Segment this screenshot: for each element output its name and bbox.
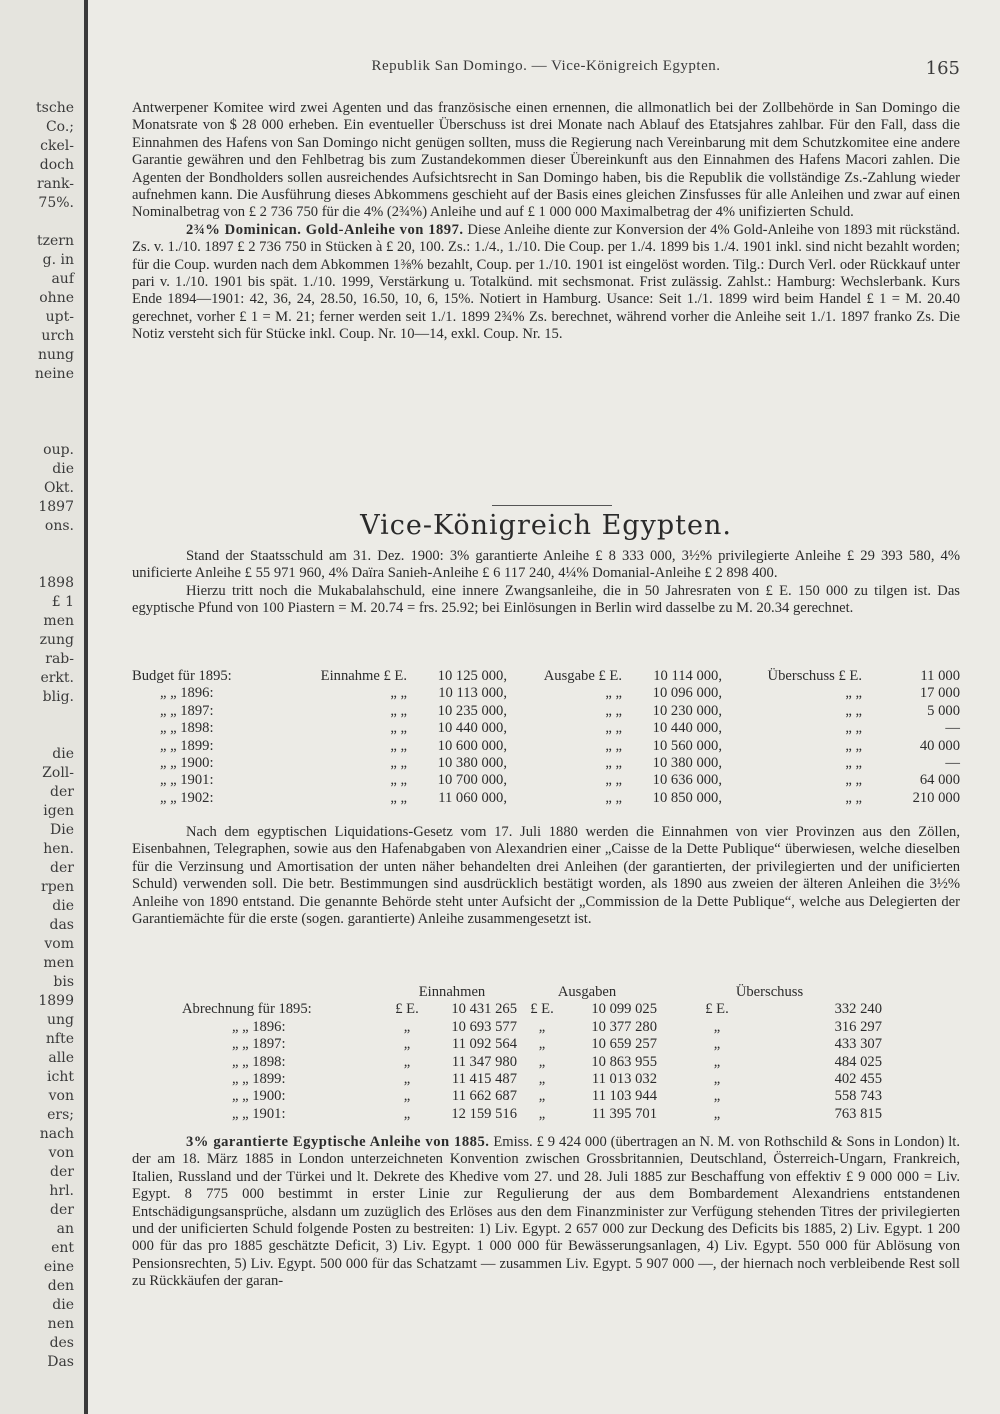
liquidation-paragraph: Nach dem egyptischen Liquidations-Gesetz vom 17. Juli 1880 werden die Einnahmen von vier Provinzen aus den Zöllen, Eisenbahnen, Telegraphen, sowie aus den Hafenabgaben von Alexandrien einer „Caisse de la Dette Publique“ überwiesen, welche dieselben für die Verzinsung und Amortisation der unten näher behandelten drei Anleihen (der garantierten, der privilegierten und der unificierten Schuld) verwenden soll. Die betr. Bestimmungen sind ausdrücklich bestätigt worden, als 1890 aus zweien der älteren Anleihen die 3½% Anleihe von 1890 entstand. Die genannte Behörde steht unter Aufsicht der „Commission de la Dette Publique“, welche aus Delegierten der Garantiemächte für die erste (sogen. garantierte) Anleihe zusammengesetzt ist. xyxy=(132,824,960,928)
budget-cell-einnahme-label: „ „ xyxy=(390,737,407,754)
budget-cell-einnahme-label: Einnahme £ E. xyxy=(320,668,407,684)
previous-page-fragment: der xyxy=(50,860,74,876)
budget-cell-ueber-label: Überschuss £ E. xyxy=(767,668,862,684)
previous-page-fragment: der xyxy=(50,1202,74,1218)
previous-page-fragment: die xyxy=(52,898,74,914)
liquidation-block xyxy=(132,824,960,928)
settlement-cell-label: „ „ 1896: xyxy=(232,1018,286,1035)
budget-cell-einnahme: 10 380 000, xyxy=(437,755,507,772)
previous-page-fragment: Die xyxy=(50,822,74,838)
previous-page-fragment: men xyxy=(43,613,74,629)
previous-page-fragment: bis xyxy=(53,974,74,990)
previous-page-fragment: ers; xyxy=(47,1107,74,1123)
budget-cell-ueber: 40 000 xyxy=(919,737,960,754)
budget-cell-ueber: 5 000 xyxy=(927,702,960,719)
budget-cell-einnahme-label: „ „ xyxy=(390,789,407,806)
page-number: 165 xyxy=(925,58,960,79)
budget-cell-einnahme: 10 235 000, xyxy=(437,702,507,719)
budget-cell-ausgabe-label: Ausgabe £ E. xyxy=(543,668,622,684)
previous-page-fragment: eine xyxy=(43,1259,74,1275)
budget-cell-ausgabe-label: „ „ xyxy=(605,755,622,772)
settlement-cell-e: 10 431 265 xyxy=(451,1001,517,1018)
settlement-cell-e-cur: „ xyxy=(403,1088,411,1105)
settlement-row xyxy=(182,1036,882,1053)
budget-row xyxy=(132,720,960,737)
budget-cell-einnahme: 10 600 000, xyxy=(437,737,507,754)
previous-page-fragment: hen. xyxy=(43,841,74,857)
dominican-loan-heading: 2¾% Dominican. Gold-Anleihe von 1897. xyxy=(186,221,464,238)
settlement-cell-u: 402 455 xyxy=(834,1071,882,1088)
settlement-cell-a-cur: „ xyxy=(538,1071,546,1088)
dominican-loan-paragraph xyxy=(132,222,960,344)
settlement-cell-e: 11 662 687 xyxy=(451,1088,517,1105)
settlement-table xyxy=(182,984,882,1123)
settlement-cell-label: „ „ 1899: xyxy=(232,1071,286,1088)
previous-page-fragment: tsche xyxy=(36,100,74,116)
previous-page-fragment: upt- xyxy=(45,309,74,325)
settlement-cell-label: Abrechnung für 1895: xyxy=(182,1001,312,1018)
previous-page-fragment: nfte xyxy=(45,1031,74,1047)
budget-cell-einnahme-label: „ „ xyxy=(390,755,407,772)
dominican-loan-body: Diese Anleihe diente zur Konversion der 4% Gold-Anleihe von 1893 mit rückständ. Zs. v. 1./10. 1897 £ 2 736 750 in Stücken à £ 20, 100. Zs.: 1./4., 1./10. Die Coup. per 1./4. 1899 bis 1./4. 1901 inkl. sind nicht bezahlt worden; für die Coup. wurden nach dem Abkommen 1⅜% bezahlt, Coup. per 1./10. 1901 ist eingelöst worden. Tilg.: Durch Verl. oder Rückkauf unter pari v. 1./10. 1901 bis spät. 1./10. 1999, Verstärkung u. Totalkünd. mit sechsmonat. Frist zulässig. Zahlst.: Hamburg: Wechslerbank. Kurs Ende 1894—1901: 42, 36, 24, 28.50, 16.50, 10, 6, 15%. Notiert in Hamburg. Usance: Seit 1./1. 1899 wird beim Handel £ 1 = M. 20.40 gerechnet, vorher £ 1 = M. 21; ferner werden seit 1./1. 1899 2¾% Zs. berechnet, während vorher die Anleihe seit 1./1. 1897 franko Zs. Die Notiz versteht sich für Stücke inkl. Coup. Nr. 10—14, exkl. Coup. Nr. 15. xyxy=(132,221,961,343)
budget-cell-ausgabe: 10 230 000, xyxy=(652,702,722,719)
previous-page-fragment: der xyxy=(50,1164,74,1180)
previous-page-fragment: alle xyxy=(48,1050,74,1066)
budget-cell-ueber-label: „ „ xyxy=(845,789,862,806)
settlement-cell-a-cur: „ xyxy=(538,1036,546,1053)
settlement-cell-a: 11 395 701 xyxy=(591,1105,657,1122)
settlement-cell-label: „ „ 1898: xyxy=(232,1053,286,1070)
settlement-cell-u-cur: „ xyxy=(713,1088,721,1105)
settlement-cell-u: 332 240 xyxy=(834,1001,882,1018)
settlement-cell-a: 10 659 257 xyxy=(591,1036,657,1053)
previous-page-fragment: tzern xyxy=(37,233,74,249)
previous-page-fragment: men xyxy=(43,955,74,971)
settlement-cell-u: 316 297 xyxy=(834,1018,882,1035)
budget-cell-ueber-label: „ „ xyxy=(845,720,862,737)
settlement-cell-a-cur: „ xyxy=(538,1088,546,1105)
budget-cell-ausgabe: 10 380 000, xyxy=(652,755,722,772)
section-title: Vice-Königreich Egypten. xyxy=(360,510,732,541)
settlement-cell-u-cur: „ xyxy=(713,1053,721,1070)
settlement-cell-e: 11 347 980 xyxy=(451,1053,517,1070)
settlement-cell-e: 10 693 577 xyxy=(451,1018,517,1035)
settlement-cell-e: 12 159 516 xyxy=(451,1105,517,1122)
settlement-row xyxy=(182,1001,882,1018)
previous-page-fragment: £ 1 xyxy=(51,594,74,610)
budget-row xyxy=(132,772,960,789)
budget-cell-label: „ „ 1897: xyxy=(160,702,214,719)
budget-cell-einnahme-label: „ „ xyxy=(390,720,407,737)
budget-row xyxy=(132,668,960,685)
settlement-cell-a: 11 103 944 xyxy=(591,1088,657,1105)
previous-page-fragment: 1898 xyxy=(38,575,74,591)
budget-row xyxy=(132,755,960,772)
budget-row xyxy=(132,738,960,755)
settlement-cell-a-cur: „ xyxy=(538,1105,546,1122)
previous-page-fragment: das xyxy=(49,917,74,933)
previous-page-fragment: die xyxy=(52,746,74,762)
loan-1885-paragraph xyxy=(132,1134,960,1291)
intro-block xyxy=(132,100,960,344)
budget-cell-einnahme-label: „ „ xyxy=(390,702,407,719)
budget-row xyxy=(132,790,960,807)
budget-cell-label: „ „ 1896: xyxy=(160,685,214,702)
budget-cell-ausgabe-label: „ „ xyxy=(605,737,622,754)
budget-row xyxy=(132,703,960,720)
settlement-cell-e-cur: „ xyxy=(403,1071,411,1088)
previous-page-fragment: ons. xyxy=(44,518,74,534)
settlement-row xyxy=(182,1019,882,1036)
budget-cell-ausgabe-label: „ „ xyxy=(605,772,622,789)
settlement-cell-e-cur: „ xyxy=(403,1053,411,1070)
previous-page-fragment: 1899 xyxy=(38,993,74,1009)
settlement-cell-e: 11 092 564 xyxy=(451,1036,517,1053)
previous-page-fragment: rab- xyxy=(45,651,74,667)
budget-table xyxy=(132,668,960,807)
previous-page-fragment: auf xyxy=(51,271,74,287)
settlement-cell-e-cur: „ xyxy=(403,1036,411,1053)
settlement-cell-e-cur: £ E. xyxy=(395,1001,419,1018)
budget-cell-ausgabe-label: „ „ xyxy=(605,720,622,737)
settlement-cell-e-cur: „ xyxy=(403,1105,411,1122)
previous-page-fragment: an xyxy=(56,1221,74,1237)
loan-1885-body: Emiss. £ 9 424 000 (übertragen an N. M. von Rothschild & Sons in London) lt. der am 18. März 1885 in London unterzeichneten Konvention zwischen Grossbritannien, Deutschland, Österreich-Ungarn, Frankreich, Italien, Russland und der Türkei und lt. Dekrete des Khedive vom 27. und 28. Juli 1885 zur Beschaffung von effektiv £ 9 000 000 = Liv. Egypt. 8 775 000 bestimmt in erster Linie zur Regulierung der aus dem Bombardement Alexandriens entstandenen Entschädigungsansprüche, alsdann um zuzüglich des Erlöses aus den dem Finanzminister zur Verfügung stehenden Titres der privilegierten und der unificierten Schuld folgende Posten zu bestreiten: 1) Liv. Egypt. 2 657 000 zur Deckung des Deficits bis 1885, 2) Liv. Egypt. 1 200 000 für das pro 1885 geschätzte Deficit, 3) Liv. Egypt. 1 000 000 für Bewässerungsanlagen, 4) Liv. Egypt. 550 000 für Ablösung von Pensionsrechten, 5) Liv. Egypt. 500 000 für das Schatzamt — zusammen Liv. Egypt. 5 907 000 —, der hiernach noch verbleibende Rest soll zu Rückkäufen der garan- xyxy=(132,1134,960,1290)
budget-cell-einnahme: 10 125 000, xyxy=(437,668,507,684)
previous-page-fragment: 1897 xyxy=(38,499,74,515)
previous-page-column xyxy=(0,0,88,1414)
settlement-cell-a: 10 099 025 xyxy=(591,1001,657,1018)
budget-cell-label: „ „ 1900: xyxy=(160,755,214,772)
settlement-cell-e: 11 415 487 xyxy=(451,1071,517,1088)
previous-page-fragment: nach xyxy=(39,1126,74,1142)
budget-cell-ausgabe: 10 440 000, xyxy=(652,720,722,737)
loan-1885-block xyxy=(132,1134,960,1291)
settlement-cell-u: 558 743 xyxy=(834,1088,882,1105)
settlement-cell-a: 10 863 955 xyxy=(591,1053,657,1070)
previous-page-fragment: vom xyxy=(44,936,74,952)
budget-cell-label: „ „ 1899: xyxy=(160,737,214,754)
previous-page-fragment: Das xyxy=(47,1354,74,1370)
previous-page-fragment: die xyxy=(52,1297,74,1313)
previous-page-fragment: von xyxy=(48,1088,74,1104)
settlement-cell-a: 10 377 280 xyxy=(591,1018,657,1035)
previous-page-fragment: ent xyxy=(51,1240,74,1256)
header-einnahmen: Einnahmen xyxy=(418,984,486,1000)
debt-status-paragraph: Stand der Staatsschuld am 31. Dez. 1900: 3% garantierte Anleihe £ 8 333 000, 3½% privilegierte Anleihe £ 29 393 580, 4% unificierte Anleihe £ 55 971 960, 4% Daïra Sanieh-Anleihe £ 6 117 240, 4¼% Domanial-Anleihe £ 2 898 400. xyxy=(132,548,960,582)
previous-page-fragment: von xyxy=(48,1145,74,1161)
budget-cell-einnahme: 11 060 000, xyxy=(438,789,507,806)
settlement-cell-u-cur: „ xyxy=(713,1036,721,1053)
budget-cell-label: „ „ 1901: xyxy=(160,772,214,789)
budget-cell-ausgabe-label: „ „ xyxy=(605,702,622,719)
debt-status-block xyxy=(132,548,960,618)
budget-cell-label: „ „ 1898: xyxy=(160,720,214,737)
intro-paragraph: Antwerpener Komitee wird zwei Agenten und das französische einen ernennen, die allmonatlich bei der Zollbehörde in San Domingo die Monatsrate von $ 28 000 erheben. Ein eventueller Überschuss ist drei Monate nach Ablauf des Etatsjahres zahlbar. Für den Fall, dass die Einnahmen des Hafens von San Domingo nicht genügen sollten, muss die Regierung nach Vereinbarung mit dem Schutzkomitee eine andere Garantie gewähren und den Fehlbetrag bis zum Zustandekommen dieser Übereinkunft aus den Einnahmen des Hafens Macori zahlen. Die Agenten der Bondholders sollen ausreichendes Aufsichtsrecht in San Domingo haben, bis die Republik die vollständige Zs.-Zahlung wieder aufnehmen kann. Die Ausführung dieses Abkommens geschieht auf der Basis eines gleichen Zinsfusses für alle Anleihen und zwar auf einen Nominalbetrag von £ 2 736 750 für die 4% (2¾%) Anleihe und auf £ 1 000 000 Maximalbetrag der 4% unifizierten Schuld. xyxy=(132,100,960,221)
previous-page-fragment: des xyxy=(49,1335,74,1351)
budget-cell-einnahme: 10 440 000, xyxy=(437,720,507,737)
budget-cell-ausgabe: 10 096 000, xyxy=(652,685,722,702)
budget-cell-ueber-label: „ „ xyxy=(845,685,862,702)
previous-page-fragment: hrl. xyxy=(49,1183,74,1199)
budget-cell-ueber-label: „ „ xyxy=(845,772,862,789)
previous-page-fragment: doch xyxy=(39,157,74,173)
budget-cell-ueber: — xyxy=(945,720,960,737)
budget-cell-label: „ „ 1902: xyxy=(160,789,214,806)
mukabalah-paragraph: Hierzu tritt noch die Mukabalahschuld, eine innere Zwangsanleihe, die in 50 Jahresraten von £ E. 150 000 zu tilgen ist. Das egyptische Pfund von 100 Piastern = M. 20.74 = frs. 25.92; bei Einlösungen in Berlin wird dasselbe zu M. 20.34 gerechnet. xyxy=(132,582,960,617)
budget-cell-ueber: 210 000 xyxy=(912,789,960,806)
settlement-cell-u: 433 307 xyxy=(834,1036,882,1053)
settlement-cell-u-cur: „ xyxy=(713,1071,721,1088)
running-header xyxy=(132,58,960,82)
previous-page-fragment: oup. xyxy=(43,442,74,458)
previous-page-fragment: 75%. xyxy=(38,195,74,211)
previous-page-fragment: den xyxy=(47,1278,74,1294)
budget-cell-ausgabe: 10 636 000, xyxy=(652,772,722,789)
settlement-cell-e-cur: „ xyxy=(403,1018,411,1035)
previous-page-fragment: nen xyxy=(47,1316,74,1332)
previous-page-fragment: igen xyxy=(43,803,74,819)
previous-page-fragment: rpen xyxy=(41,879,74,895)
settlement-cell-u: 484 025 xyxy=(834,1053,882,1070)
settlement-cell-a-cur: „ xyxy=(538,1053,546,1070)
loan-1885-heading: 3% garantierte Egyptische Anleihe von 1885. xyxy=(186,1134,490,1150)
previous-page-fragment: die xyxy=(52,461,74,477)
settlement-row xyxy=(182,1088,882,1105)
previous-page-fragment: blig. xyxy=(42,689,74,705)
budget-cell-einnahme-label: „ „ xyxy=(390,685,407,702)
budget-cell-ueber-label: „ „ xyxy=(845,737,862,754)
budget-cell-ausgabe-label: „ „ xyxy=(605,685,622,702)
header-ausgaben: Ausgaben xyxy=(557,984,617,1000)
previous-page-fragment: icht xyxy=(47,1069,74,1085)
previous-page-fragment: neine xyxy=(34,366,74,382)
budget-cell-ausgabe: 10 560 000, xyxy=(652,737,722,754)
settlement-cell-label: „ „ 1897: xyxy=(232,1036,286,1053)
settlement-cell-a: 11 013 032 xyxy=(591,1071,657,1088)
settlement-cell-u-cur: „ xyxy=(713,1018,721,1035)
header-ueberschuss: Überschuss xyxy=(735,984,804,1000)
previous-page-fragment: Okt. xyxy=(43,480,74,496)
budget-cell-einnahme: 10 113 000, xyxy=(438,685,507,702)
previous-page-fragment: erkt. xyxy=(40,670,74,686)
budget-cell-ausgabe: 10 850 000, xyxy=(652,789,722,806)
previous-page-fragment: g. in xyxy=(42,252,74,268)
document-page xyxy=(132,0,960,1414)
settlement-row xyxy=(182,1106,882,1123)
settlement-cell-label: „ „ 1900: xyxy=(232,1088,286,1105)
budget-cell-label: Budget für 1895: xyxy=(132,668,232,684)
settlement-cell-u-cur: £ E. xyxy=(705,1001,729,1018)
previous-page-fragment: ohne xyxy=(39,290,74,306)
running-title: Republik San Domingo. — Vice-Königreich Egypten. xyxy=(371,58,721,74)
previous-page-fragment: der xyxy=(50,784,74,800)
budget-cell-ueber: 17 000 xyxy=(919,685,960,702)
budget-cell-ueber-label: „ „ xyxy=(845,702,862,719)
settlement-row xyxy=(182,1054,882,1071)
budget-cell-einnahme: 10 700 000, xyxy=(437,772,507,789)
budget-cell-ueber-label: „ „ xyxy=(845,755,862,772)
budget-cell-ausgabe-label: „ „ xyxy=(605,789,622,806)
budget-cell-ausgabe: 10 114 000, xyxy=(653,668,722,684)
budget-cell-ueber: 64 000 xyxy=(919,772,960,789)
previous-page-fragment: zung xyxy=(39,632,74,648)
previous-page-fragment: ung xyxy=(47,1012,74,1028)
previous-page-fragment: rank- xyxy=(36,176,74,192)
previous-page-fragment: nung xyxy=(37,347,74,363)
budget-cell-einnahme-label: „ „ xyxy=(390,772,407,789)
budget-row xyxy=(132,685,960,702)
budget-cell-ueber: 11 000 xyxy=(920,668,960,684)
settlement-row xyxy=(182,1071,882,1088)
settlement-header-row xyxy=(182,984,882,1001)
section-divider xyxy=(492,505,612,506)
previous-page-fragment: urch xyxy=(41,328,74,344)
budget-cell-ueber: — xyxy=(945,755,960,772)
settlement-cell-a-cur: „ xyxy=(538,1018,546,1035)
settlement-cell-a-cur: £ E. xyxy=(530,1001,554,1018)
settlement-cell-label: „ „ 1901: xyxy=(232,1105,286,1122)
previous-page-fragment: ckel- xyxy=(40,138,74,154)
previous-page-fragment: Zoll- xyxy=(42,765,74,781)
previous-page-fragment: Co.; xyxy=(45,119,74,135)
settlement-cell-u: 763 815 xyxy=(834,1105,882,1122)
settlement-cell-u-cur: „ xyxy=(713,1105,721,1122)
